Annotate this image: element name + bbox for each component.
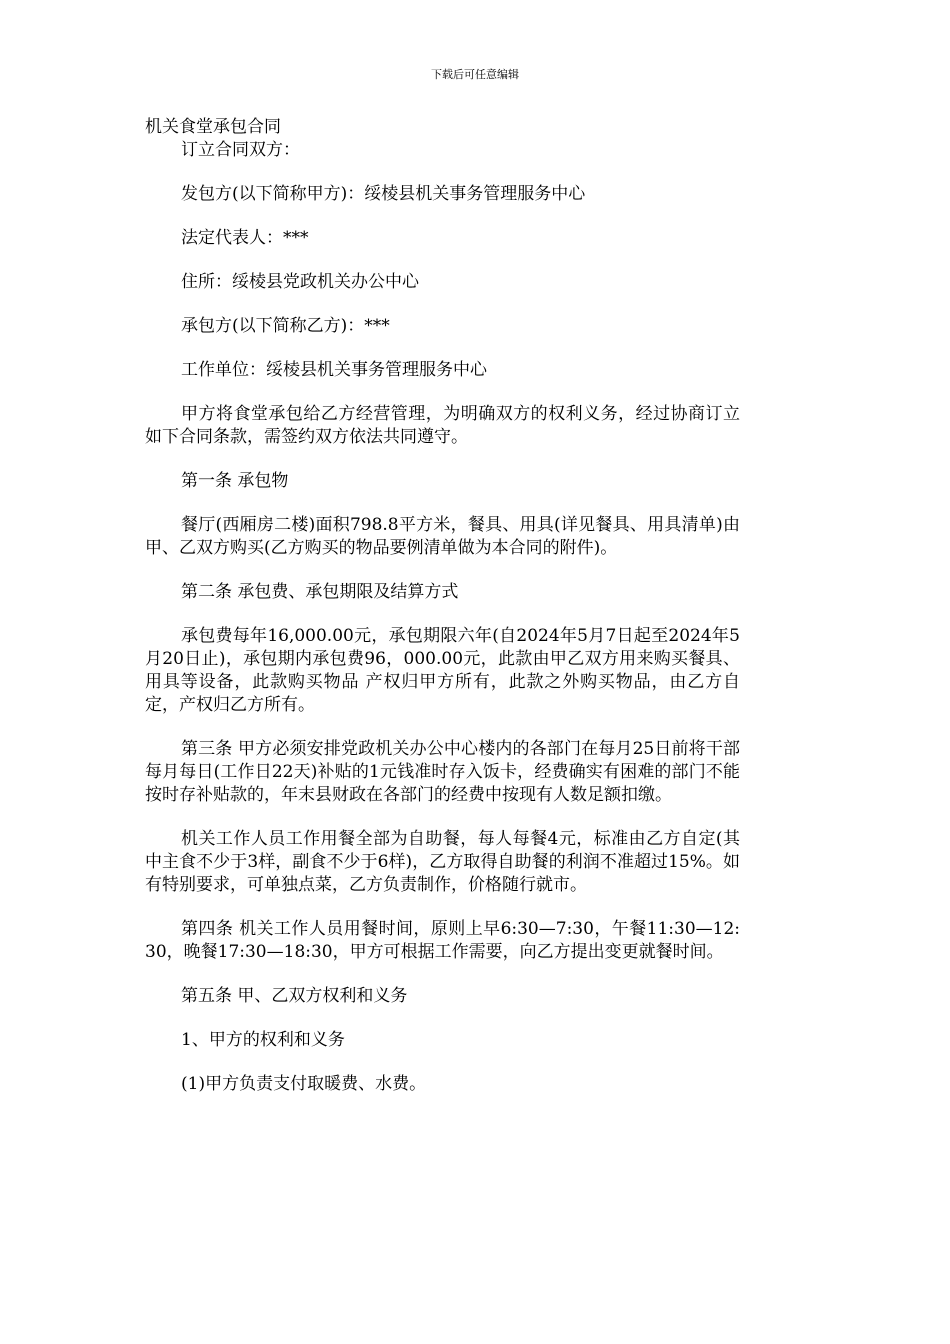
article-3-meals-body: 机关工作人员工作用餐全部为自助餐，每人每餐4元，标准由乙方自定(其中主食不少于3样，副食不少于6样)，乙方取得自助餐的利润不准超过15%。如有特别要求，可单独点菜，乙方负责制作，价格随行就市。 bbox=[145, 829, 740, 895]
article-4-body: 第四条 机关工作人员用餐时间，原则上早6:30—7:30，午餐11:30—12:30，晚餐17:30—18:30，甲方可根据工作需要，向乙方提出变更就餐时间。 bbox=[145, 919, 740, 962]
paragraph-work-unit: 工作单位：绥棱县机关事务管理服务中心 bbox=[181, 360, 487, 380]
paragraph-party-b: 承包方(以下简称乙方)：*** bbox=[181, 316, 390, 336]
article-5-item-1: (1)甲方负责支付取暖费、水费。 bbox=[181, 1074, 427, 1094]
document-body bbox=[145, 116, 740, 1117]
article-1-heading: 第一条 承包物 bbox=[181, 471, 289, 491]
article-5-section-1-heading: 1、甲方的权利和义务 bbox=[181, 1030, 345, 1050]
paragraph-legal-representative: 法定代表人：*** bbox=[181, 228, 309, 248]
page-header-note: 下载后可任意编辑 bbox=[431, 68, 519, 81]
document-title: 机关食堂承包合同 bbox=[145, 117, 281, 137]
paragraph-party-a: 发包方(以下简称甲方)：绥棱县机关事务管理服务中心 bbox=[181, 184, 586, 204]
article-2-heading: 第二条 承包费、承包期限及结算方式 bbox=[181, 582, 459, 602]
article-3-body: 第三条 甲方必须安排党政机关办公中心楼内的各部门在每月25日前将干部每月每日(工作日22天)补贴的1元钱准时存入饭卡，经费确实有困难的部门不能按时存补贴款的，年末县财政在各部门的经费中按现有人数足额扣缴。 bbox=[145, 739, 740, 805]
paragraph-parties-intro: 订立合同双方： bbox=[181, 140, 300, 160]
paragraph-address: 住所：绥棱县党政机关办公中心 bbox=[181, 272, 419, 292]
article-2-body: 承包费每年16,000.00元，承包期限六年(自2024年5月7日起至2024年5月20日止)，承包期内承包费96，000.00元，此款由甲乙双方用来购买餐具、用具等设备，此款购买物品 产权归甲方所有，此款之外购买物品，由乙方自定，产权归乙方所有。 bbox=[145, 626, 740, 715]
article-5-heading: 第五条 甲、乙双方权利和义务 bbox=[181, 986, 408, 1006]
paragraph-preamble: 甲方将食堂承包给乙方经营管理，为明确双方的权利义务，经过协商订立如下合同条款，需签约双方依法共同遵守。 bbox=[145, 404, 740, 447]
article-1-body: 餐厅(西厢房二楼)面积798.8平方米，餐具、用具(详见餐具、用具清单)由甲、乙双方购买(乙方购买的物品要例清单做为本合同的附件)。 bbox=[145, 515, 740, 558]
